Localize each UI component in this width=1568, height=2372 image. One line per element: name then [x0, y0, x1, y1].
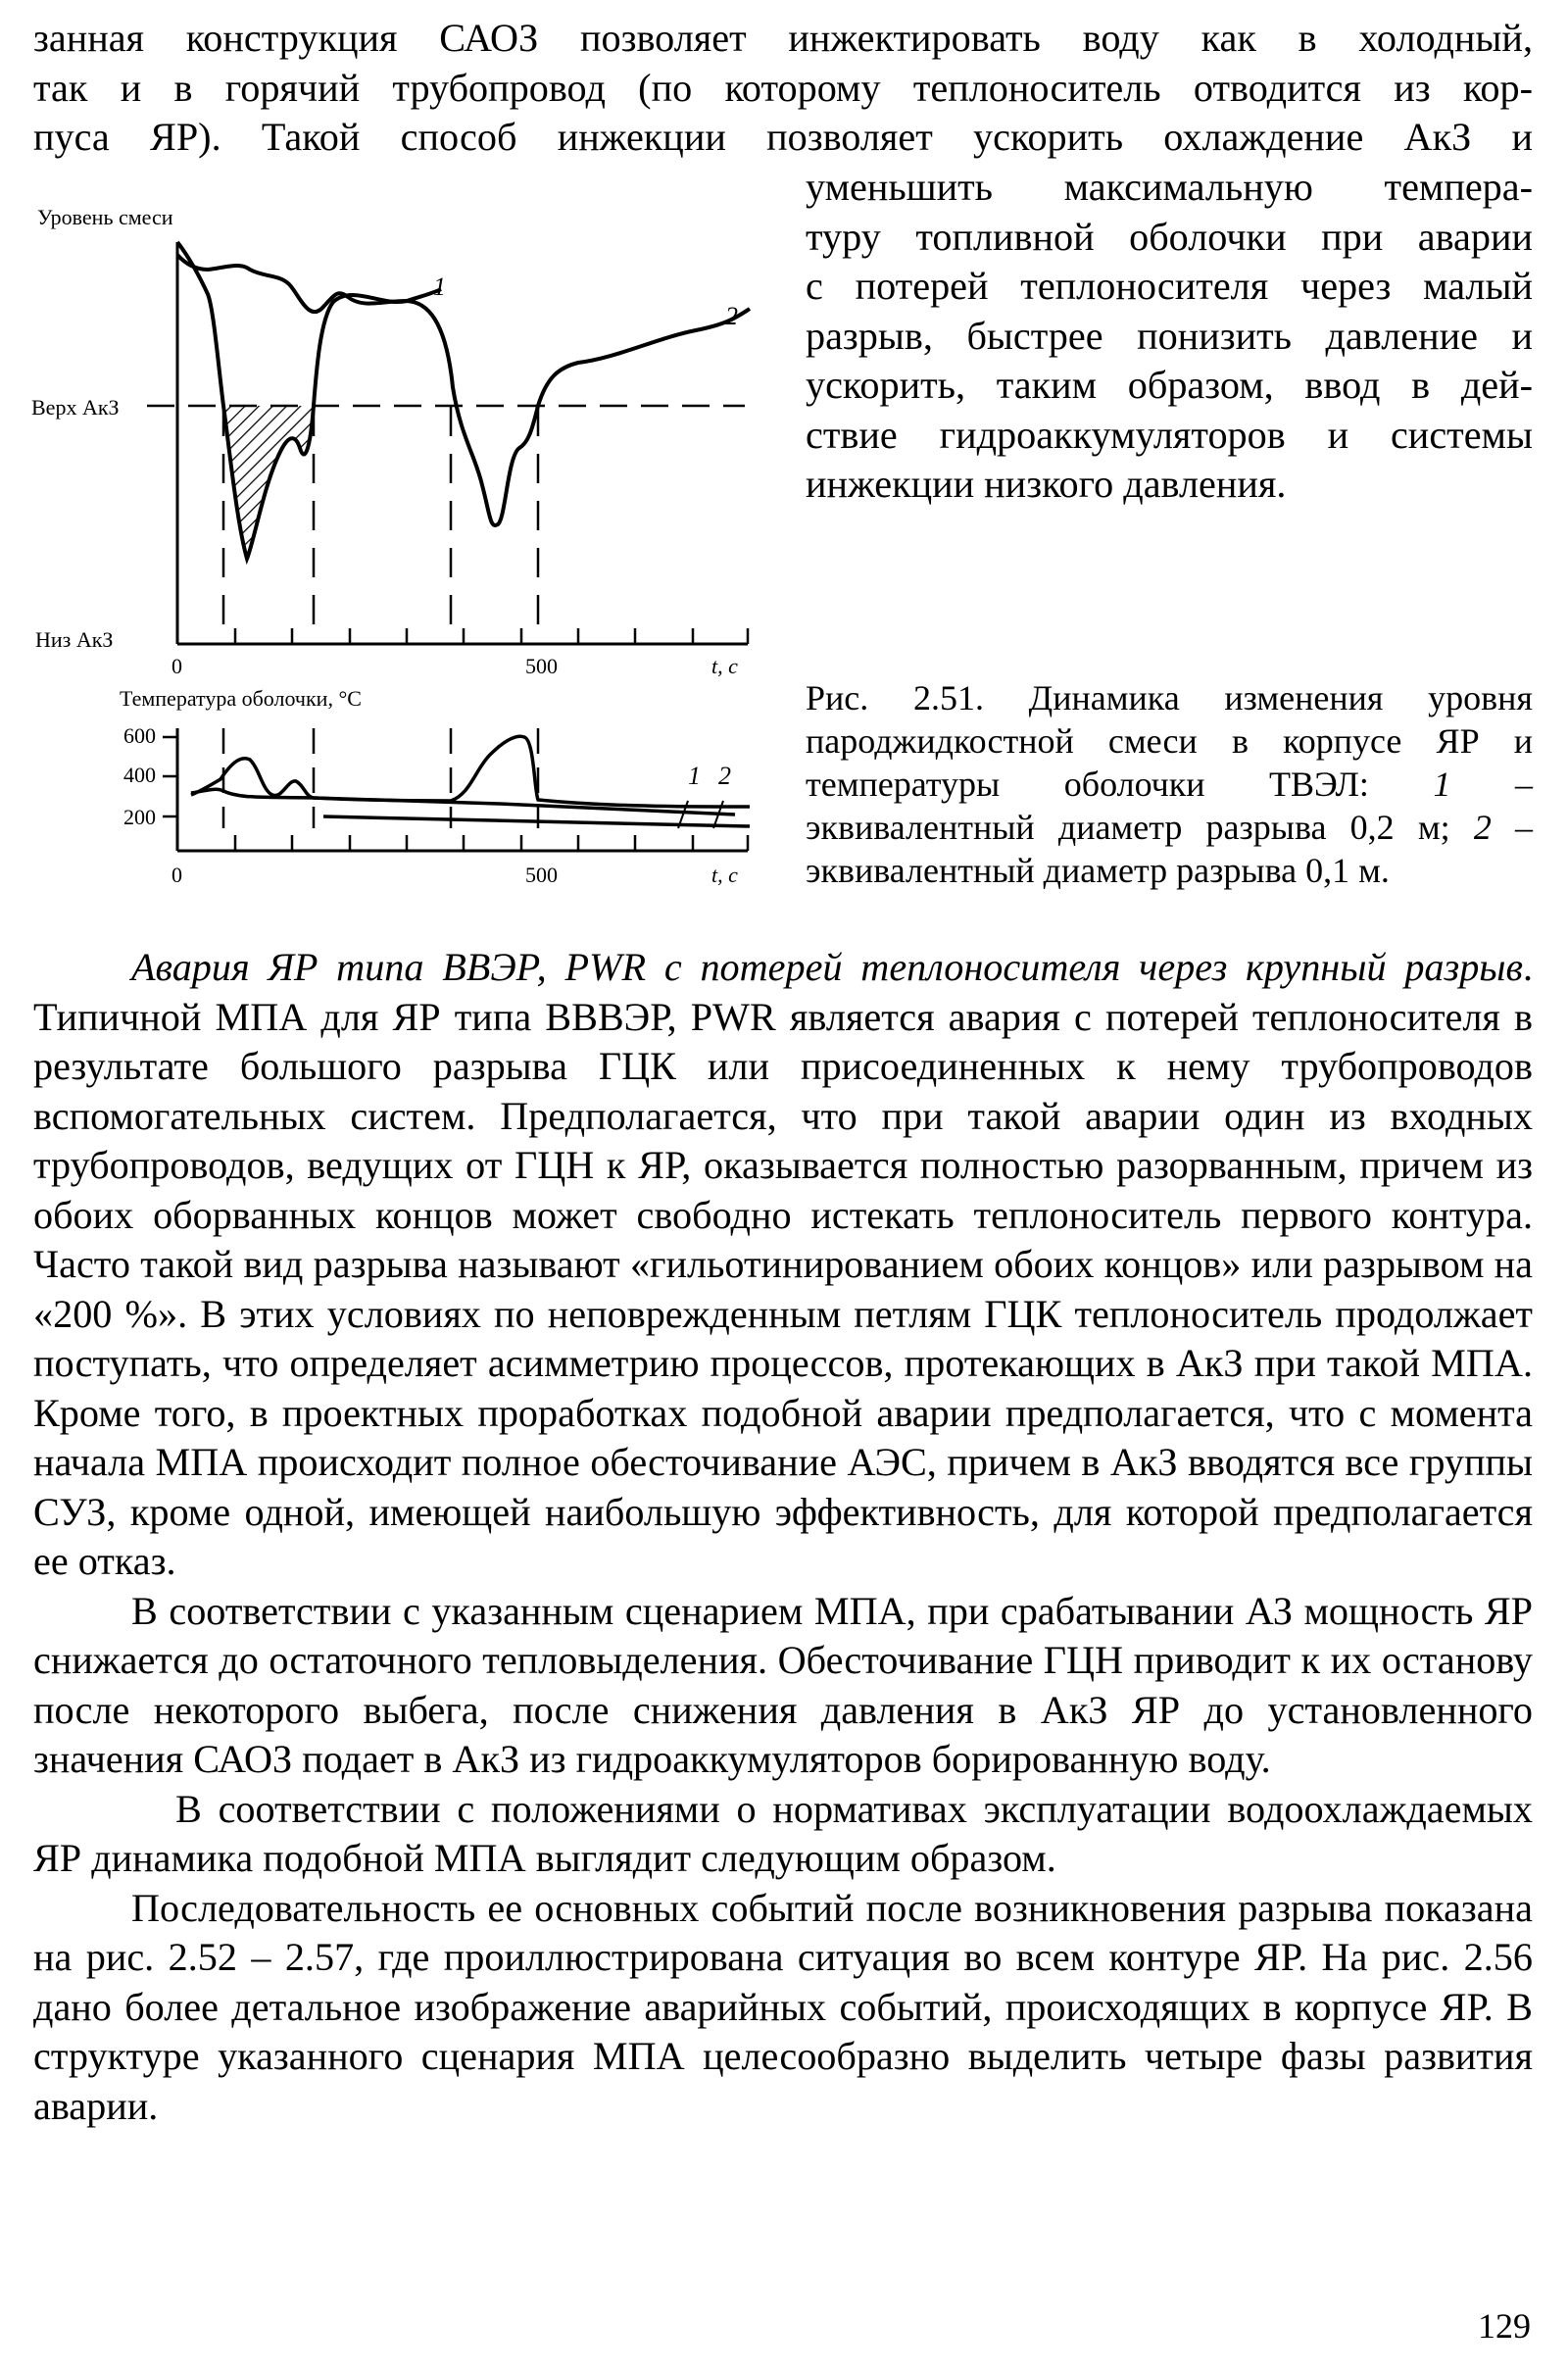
wrap-line-1: уменьшить максимальную темпера- — [806, 165, 1533, 209]
figure-2-51 — [29, 191, 784, 912]
top-curve-label-2: 2 — [725, 302, 738, 330]
wrap-line-2: туру топливной оболочки при аварии — [806, 214, 1533, 259]
wrap-line-5: ускорить, таким образом, ввод в дей- — [806, 363, 1533, 407]
bottom-curve-low — [323, 816, 750, 826]
page-number: 129 — [1478, 2306, 1531, 2346]
bottom-y200: 200 — [123, 805, 156, 829]
caption-1-text: – эквивалентный диаметр разрыва 0,2 м; — [806, 765, 1533, 847]
bottom-y400: 400 — [123, 763, 156, 787]
wrap-line-4: разрыв, быстрее понизить давление и — [806, 313, 1533, 358]
bottom-ylabel: Температура оболочки, °С — [120, 686, 362, 711]
top-curve-label-1: 1 — [433, 272, 446, 301]
wrap-line-6: ствие гидроаккумуляторов и системы — [806, 412, 1533, 457]
bottom-curve-label-2: 2 — [718, 762, 731, 790]
bottom-curve-2 — [191, 736, 750, 807]
top-paragraph — [33, 14, 1533, 163]
body-paragraph-1 — [33, 943, 1533, 1587]
top-x-unit: t, c — [711, 654, 738, 678]
top-ref-lower-label: Низ АкЗ — [35, 627, 114, 652]
body-p1-text: . Типичной МПА для ЯР типа ВВВЭР, PWR является авария с потерей теплоносителя в результате большого разрыва ГЦК или присоединенных к нему трубопроводов вспомогательных систем. Предполагается, что при такой аварии один из входных трубопроводов, ведущих от ГЦН к ЯР, оказывается полностью разорванным, причем из обоих оборванных концов может свободно истекать теплоноситель первого контура. Часто такой вид разрыва называют «гильотинированием обоих концов» или разрывом на «200 %». В этих условиях по неповрежденным петлям ГЦК теплоноситель продолжает поступать, что определяет асимметрию процессов, протекающих в АкЗ при такой МПА. Кроме того, в проектных проработках подобной аварии предполагается, что с момента начала МПА происходит полное обесточивание АЭС, причем в АкЗ вводятся все группы СУЗ, кроме одной, имеющей наибольшую эффективность, для которой предполагается ее отказ. — [33, 945, 1533, 1583]
wrap-line-7: инжекции низкого давления. — [806, 462, 1287, 506]
top-x-500: 500 — [525, 654, 558, 678]
bottom-x-ticks — [235, 835, 748, 851]
body-text — [33, 943, 1533, 2131]
wrap-line-3: с потерей теплоносителя через малый — [806, 264, 1533, 308]
caption-2-text: – эквивалентный диаметр разрыва 0,1 м. — [806, 808, 1534, 890]
caption-1-num: 1 — [1433, 765, 1451, 804]
caption-lead: Рис. 2.51. Динамика изменения уровня пароджидкостной смеси в корпусе ЯР и температуры оболочки ТВЭЛ: — [806, 678, 1533, 804]
bottom-x-500: 500 — [525, 863, 558, 887]
caption-2-num: 2 — [1473, 808, 1492, 847]
bottom-vertical-markers — [223, 728, 538, 828]
bottom-y-ticks — [163, 737, 177, 816]
top-line-2: так и в горячий трубопровод (по которому теплоноситель отводится из кор- — [33, 65, 1533, 110]
top-x-zero: 0 — [172, 654, 182, 678]
body-paragraph-3: В соответствии с положениями о нормативах эксплуатации водоохлаждаемых ЯР динамика подобной МПА выглядит следующим образом. — [33, 1786, 1533, 1880]
top-ref-upper-label: Верх АкЗ — [31, 395, 120, 420]
top-x-ticks — [235, 628, 748, 644]
wrap-paragraph — [806, 163, 1533, 510]
top-line-3: пуса ЯР). Такой способ инжекции позволяет ускорить охлаждение АкЗ и — [33, 115, 1533, 159]
figure-caption — [806, 676, 1533, 892]
bottom-curve-label-1: 1 — [688, 762, 701, 790]
body-paragraph-2: В соответствии с указанным сценарием МПА, при срабатывании АЗ мощность ЯР снижается до остаточного тепловыделения. Обесточивание ГЦН приводит к их останову после некоторого выбега, после снижения давления в АкЗ ЯР до установленного значения САОЗ подает в АкЗ из гидроаккумуляторов борированную воду. — [33, 1588, 1533, 1781]
bottom-x-zero: 0 — [172, 863, 182, 887]
top-line-1: занная конструкция САОЗ позволяет инжектировать воду как в холодный, — [33, 16, 1533, 60]
top-ylabel: Уровень смеси — [37, 205, 173, 229]
body-p1-italic: Авария ЯР типа ВВЭР, PWR с потерей теплоносителя через крупный разрыв — [131, 945, 1523, 989]
bottom-y600: 600 — [123, 723, 156, 748]
bottom-x-unit: t, c — [711, 863, 738, 887]
top-curve-1 — [177, 242, 441, 559]
body-paragraph-4: Последовательность ее основных событий после возникновения разрыва показана на рис. 2.52 – 2.57, где проиллюстрирована ситуация во всем контуре ЯР. На рис. 2.56 дано более детальное изображение аварийных событий, происходящих в корпусе ЯР. В структуре указанного сценария МПА целесообразно выделить четыре фазы развития аварии. — [33, 1885, 1533, 2128]
